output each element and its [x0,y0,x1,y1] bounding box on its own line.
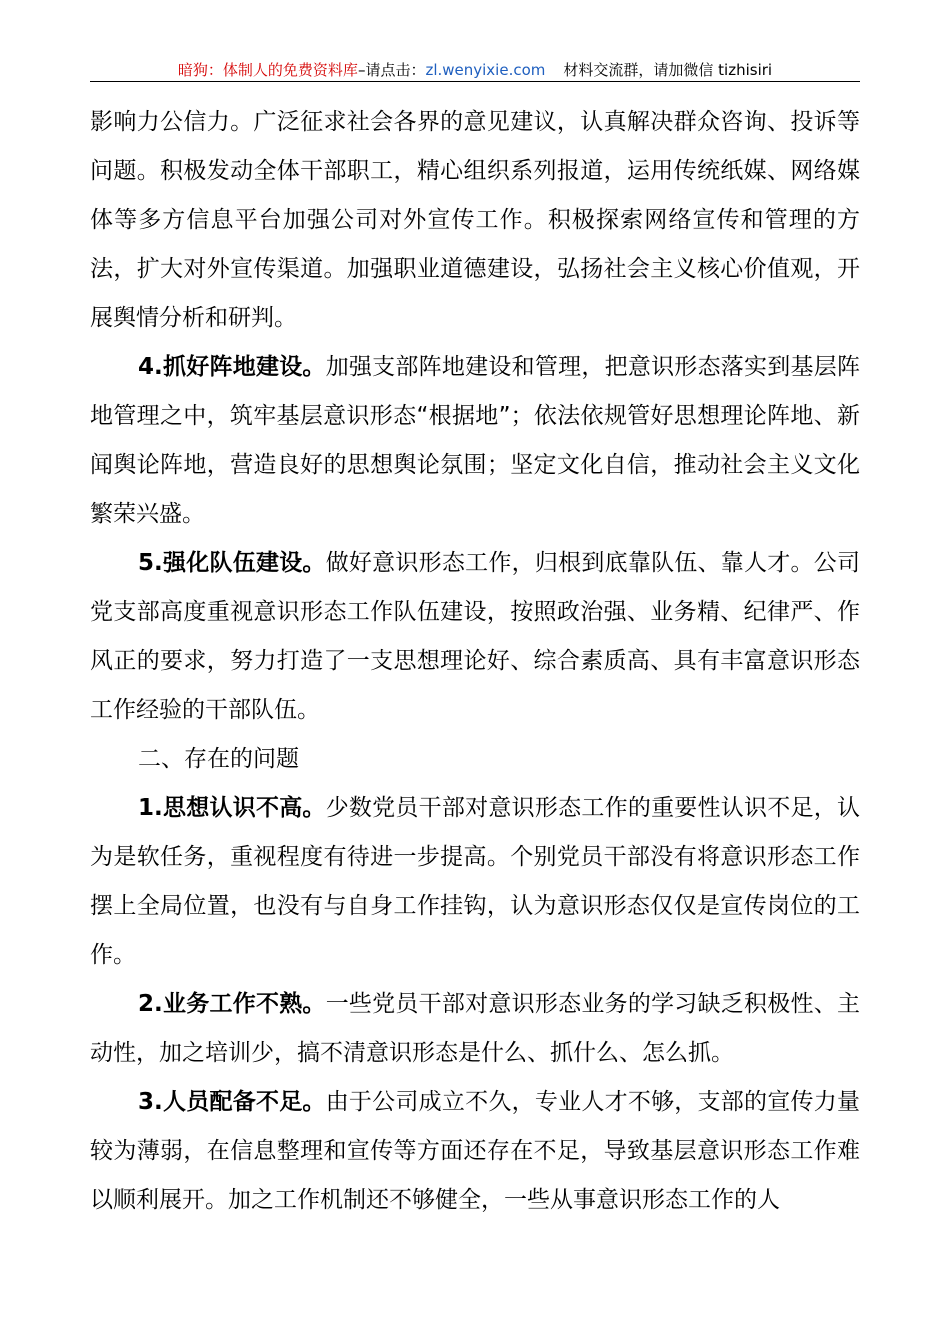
header-click-prompt: –请点击： [357,61,426,79]
paragraph-problem-2 [90,980,860,1078]
paragraph-problem-1 [90,784,860,980]
paragraph-text: 由于公司成立不久，专业人才不够，支部的宣传力量较为薄弱，在信息整理和宣传等方面还存在不足，导致基层意识形态工作难以顺利展开。加之工作机制还不够健全，一些从事意识形态工作的人 [90,1089,861,1213]
paragraph-text: 少数党员干部对意识形态工作的重要性认识不足，认为是软任务，重视程度有待进一步提高。个别党员干部没有将意识形态工作摆上全局位置，也没有与自身工作挂钩，认为意识形态仅仅是宣传岗位的工作。 [90,795,861,968]
header-link[interactable]: zl.wenyixie.com [425,61,546,79]
document-body [90,98,860,1225]
header-divider [90,81,860,82]
paragraph-text: 做好意识形态工作，归根到底靠队伍、靠人才。公司党支部高度重视意识形态工作队伍建设，按照政治强、业务精、纪律严、作风正的要求，努力打造了一支思想理论好、综合素质高、具有丰富意识形态工作经验的干部队伍。 [90,550,861,723]
paragraph-lead: 5.强化队伍建设。 [138,550,326,576]
paragraph-lead: 4.抓好阵地建设。 [138,354,326,380]
section-heading-text: 二、存在的问题 [138,746,299,772]
paragraph-text: 加强支部阵地建设和管理，把意识形态落实到基层阵地管理之中，筑牢基层意识形态“根据地”；依法依规管好思想理论阵地、新闻舆论阵地，营造良好的思想舆论氛围；坚定文化自信，推动社会主义文化繁荣兴盛。 [90,354,861,527]
header-site-name: 暗狗：体制人的免费资料库 [177,61,358,79]
page-header [90,58,860,82]
paragraph-lead: 2.业务工作不熟。 [138,991,326,1017]
paragraph-problem-3 [90,1078,860,1225]
header-wechat-note: 材料交流群，请加微信 tizhisiri [563,61,773,79]
paragraph-item-5 [90,539,860,735]
paragraph-lead: 3.人员配备不足。 [138,1089,326,1115]
section-heading-problems [90,735,860,784]
paragraph-text: 影响力公信力。广泛征求社会各界的意见建议，认真解决群众咨询、投诉等问题。积极发动全体干部职工，精心组织系列报道，运用传统纸媒、网络媒体等多方信息平台加强公司对外宣传工作。积极探索网络宣传和管理的方法，扩大对外宣传渠道。加强职业道德建设，弘扬社会主义核心价值观，开展舆情分析和研判。 [90,109,860,331]
paragraph-text: 一些党员干部对意识形态业务的学习缺乏积极性、主动性，加之培训少，搞不清意识形态是什么、抓什么、怎么抓。 [90,991,861,1066]
paragraph-item-4 [90,343,860,539]
paragraph-continuation [90,98,860,343]
paragraph-lead: 1.思想认识不高。 [138,795,326,821]
